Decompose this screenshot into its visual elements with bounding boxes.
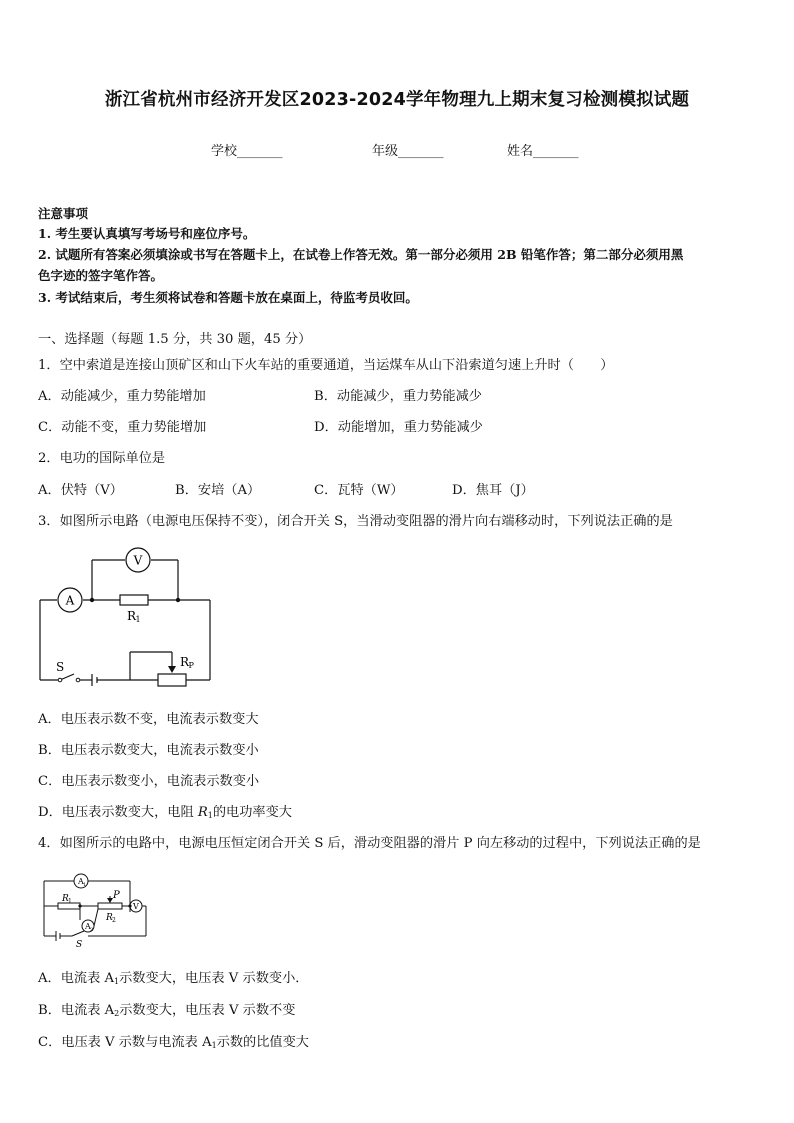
page-title: 浙江省杭州市经济开发区2023-2024学年物理九上期末复习检测模拟试题 xyxy=(104,90,690,110)
a2-label: A xyxy=(85,922,91,931)
option-c-subscript: 1 xyxy=(211,1041,217,1050)
voltmeter-label: V xyxy=(133,553,143,568)
r2-label: R xyxy=(106,913,113,923)
option-c: C．瓦特（W） xyxy=(314,483,404,498)
option-b-subscript: 2 xyxy=(114,1009,120,1018)
name-field: 姓名_______ xyxy=(507,144,579,159)
option-a-subscript: 1 xyxy=(114,977,120,986)
r2-subscript: 2 xyxy=(112,917,116,924)
a1-label: A xyxy=(78,877,84,886)
slider-label: P xyxy=(113,890,120,901)
option-a xyxy=(38,967,308,986)
notice-item: 1. 考生要认真填写考场号和座位序号。 xyxy=(38,226,256,241)
question-stem: 3．如图所示电路（电源电压保持不变），闭合开关 S，当滑动变阻器的滑片向右端移动时，下列说法正确的是 xyxy=(38,514,673,529)
rp-subscript: P xyxy=(188,661,194,670)
option-b: B．安培（A） xyxy=(175,483,261,498)
option-b-text-end: 示数变大，电压表 V 示数不变 xyxy=(119,1003,296,1018)
option-c: C．电压表示数变小，电流表示数变小 xyxy=(38,774,260,789)
voltmeter-label: V xyxy=(133,902,139,911)
r1-label: R xyxy=(127,609,137,623)
notice-item: 2. 试题所有答案必须填涂或书写在答题卡上，在试卷上作答无效。第一部分必须用 2B 铅笔作答；第二部分必须用黑 xyxy=(38,247,684,262)
question-stem: 2．电功的国际单位是 xyxy=(38,451,166,466)
option-a-text-end: 示数变大，电压表 V 示数变小． xyxy=(119,971,309,986)
option-c xyxy=(38,1031,309,1050)
question-stem: 1．空中索道是连接山顶矿区和山下火车站的重要通道，当运煤车从山下沿索道匀速上升时（ ） xyxy=(38,358,614,373)
option-a-text: A．电流表 A xyxy=(38,971,114,986)
circuit-diagram-q3 xyxy=(30,540,230,695)
option-d: D．动能增加，重力势能减少 xyxy=(314,420,483,435)
notice-item: 色字迹的签字笔作答。 xyxy=(38,268,164,283)
notice-heading: 注意事项 xyxy=(38,206,89,221)
option-d-symbol: R xyxy=(197,805,208,820)
option-d-text-end: 的电功率变大 xyxy=(212,805,292,820)
option-b xyxy=(38,999,295,1018)
switch-label: S xyxy=(76,940,83,948)
option-d-subscript: 1 xyxy=(207,811,213,820)
question-stem: 4．如图所示的电路中，电源电压恒定闭合开关 S 后，滑动变阻器的滑片 P 向左移动的过程中，下列说法正确的是 xyxy=(38,836,701,851)
grade-field: 年级_______ xyxy=(372,144,444,159)
r1-subscript: 1 xyxy=(68,898,72,905)
school-field: 学校_______ xyxy=(211,144,283,159)
ammeter-label: A xyxy=(65,593,75,608)
r1-label: R xyxy=(62,894,69,904)
a1-subscript: 1 xyxy=(83,882,87,888)
option-b: B．动能减少，重力势能减少 xyxy=(314,389,482,404)
option-c-text: C．电压表 V 示数与电流表 A xyxy=(38,1035,212,1050)
r1-subscript: 1 xyxy=(135,615,141,624)
option-d: D．焦耳（J） xyxy=(452,483,534,498)
switch-label: S xyxy=(56,660,65,674)
a2-subscript: 2 xyxy=(90,927,94,933)
option-d-text: D．电压表示数变大，电阻 xyxy=(38,805,198,820)
notice-item: 3. 考试结束后，考生须将试卷和答题卡放在桌面上，待监考员收回。 xyxy=(38,290,418,305)
rp-label: R xyxy=(180,655,190,669)
option-b: B．电压表示数变大，电流表示数变小 xyxy=(38,743,259,758)
option-c-text-end: 示数的比值变大 xyxy=(216,1035,309,1050)
option-a: A．伏特（V） xyxy=(38,483,123,498)
option-d xyxy=(38,801,292,820)
option-c: C．动能不变，重力势能增加 xyxy=(38,420,207,435)
option-a: A．动能减少，重力势能增加 xyxy=(38,389,206,404)
option-b-text: B．电流表 A xyxy=(38,1003,115,1018)
circuit-diagram-q4 xyxy=(38,868,158,948)
section-heading: 一、选择题（每题 1.5 分，共 30 题，45 分） xyxy=(38,332,312,347)
option-a: A．电压表示数不变，电流表示数变大 xyxy=(38,712,259,727)
